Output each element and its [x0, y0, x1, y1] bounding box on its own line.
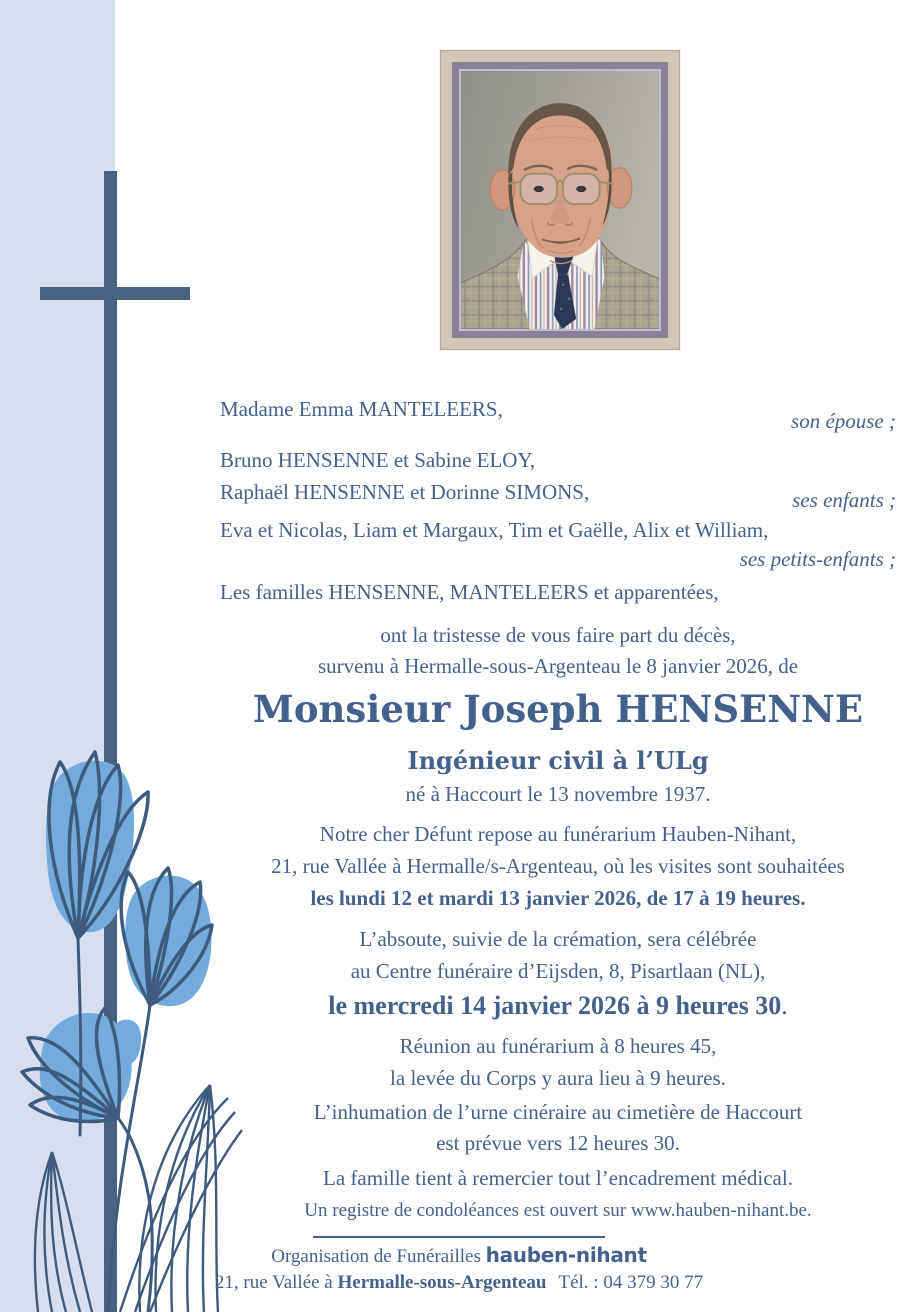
footer-address-prefix: 21, rue Vallée à: [214, 1272, 338, 1293]
announcement-text: [220, 394, 896, 1224]
footer-address-bold: Hermalle-sous-Argenteau: [337, 1272, 547, 1293]
ceremony-line-1: L’absoute, suivie de la crémation, sera célébrée: [359, 927, 757, 951]
birth-line: né à Haccourt le 13 novembre 1937.: [405, 782, 711, 806]
spouse-relation: son épouse ;: [791, 409, 896, 433]
children-row: [220, 477, 896, 512]
deceased-title: Ingénieur civil à l’ULg: [407, 746, 709, 775]
grandchildren-relation: ses petits-enfants ;: [739, 547, 896, 571]
spouse-name: Madame Emma MANTELEERS,: [220, 397, 503, 421]
ceremony-date-period: .: [781, 991, 788, 1020]
inhumation-line-1: L’inhumation de l’urne cinéraire au cimetière de Haccourt: [313, 1100, 803, 1124]
visitation-line-2: 21, rue Vallée à Hermalle/s-Argenteau, où les visites sont souhaitées: [271, 854, 845, 878]
families-line: Les familles HENSENNE, MANTELEERS et apparentées,: [220, 580, 719, 604]
portrait-photo-mat: [452, 62, 668, 338]
footer-divider: [313, 1236, 605, 1238]
children-relation: ses enfants ;: [792, 488, 896, 512]
footer-phone: Tél. : 04 379 30 77: [558, 1272, 704, 1293]
portrait-photo: [461, 71, 659, 329]
thanks-line: La famille tient à remercier tout l’encadrement médical.: [323, 1166, 793, 1190]
children-line-2: Raphaël HENSENNE et Dorinne SIMONS,: [220, 480, 590, 504]
footer-org-line: [0, 1242, 918, 1270]
children-line-1: Bruno HENSENNE et Sabine ELOY,: [220, 448, 536, 472]
portrait-photo-frame: [440, 50, 680, 350]
spouse-row: [220, 394, 896, 433]
visitation-line-1: Notre cher Défunt repose au funérarium Hauben-Nihant,: [319, 822, 797, 846]
grandchildren-line: Eva et Nicolas, Liam et Margaux, Tim et Gaëlle, Alix et William,: [220, 518, 769, 542]
footer-org-prefix: Organisation de Funérailles: [271, 1246, 486, 1267]
register-line: Un registre de condoléances est ouvert sur www.hauben-nihant.be.: [304, 1200, 812, 1221]
funeral-home-footer: [0, 1236, 918, 1296]
ceremony-line-2: au Centre funéraire d’Eijsden, 8, Pisartlaan (NL),: [350, 959, 766, 983]
deceased-name: Monsieur Joseph HENSENNE: [252, 687, 864, 731]
ceremony-date: le mercredi 14 janvier 2026 à 9 heures 30.: [328, 991, 788, 1020]
reunion-line-2: la levée du Corps y aura lieu à 9 heures.: [390, 1066, 726, 1090]
announcement-line-2: survenu à Hermalle-sous-Argenteau le 8 janvier 2026, de: [317, 654, 799, 678]
inhumation-line-2: est prévue vers 12 heures 30.: [436, 1131, 680, 1155]
announcement-line-1: ont la tristesse de vous faire part du décès,: [380, 623, 736, 647]
visitation-hours: les lundi 12 et mardi 13 janvier 2026, de 17 à 19 heures.: [310, 886, 806, 910]
funeral-home-logo: hauben-nihant: [485, 1243, 647, 1267]
reunion-line-1: Réunion au funérarium à 8 heures 45,: [399, 1034, 717, 1058]
footer-address-line: [0, 1270, 918, 1296]
